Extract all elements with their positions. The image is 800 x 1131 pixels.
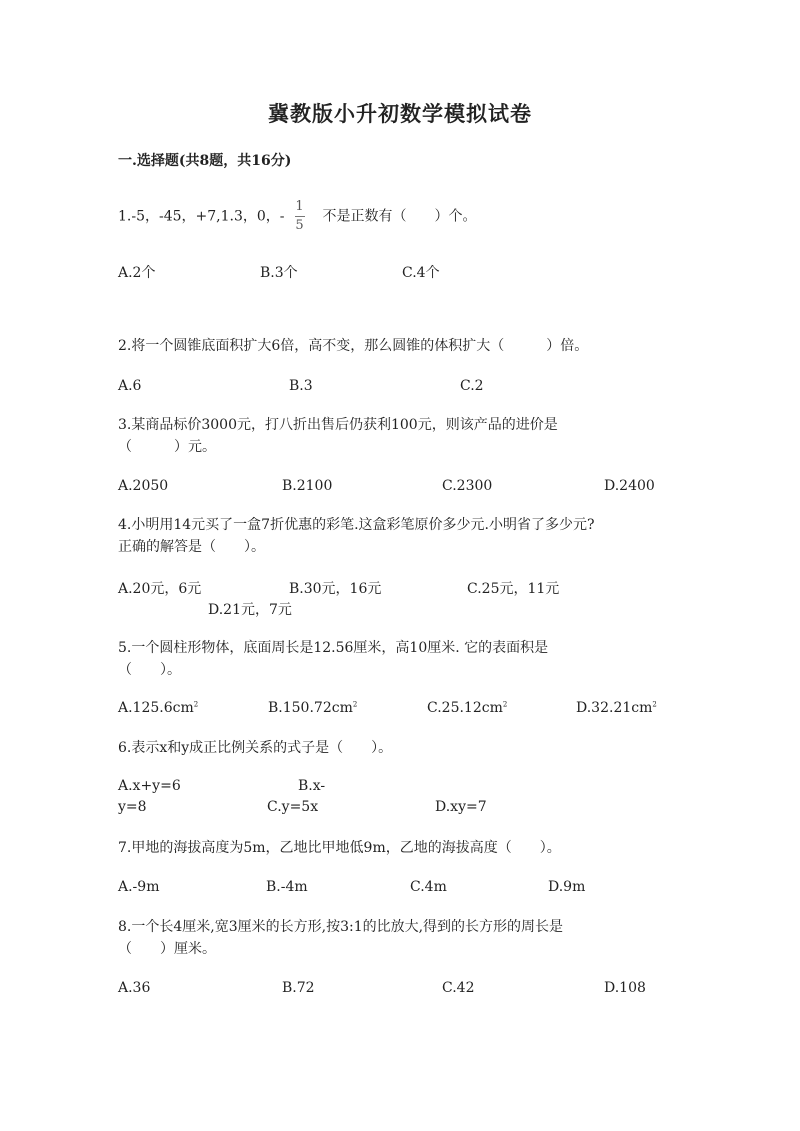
q3-option-d[interactable]: D.2400: [604, 478, 655, 494]
q1-option-c[interactable]: C.4个: [402, 265, 440, 281]
q5-option-b[interactable]: [268, 700, 357, 716]
question-7: 7.甲地的海拔高度为5m，乙地比甲地低9m，乙地的海拔高度（ ）。: [118, 840, 561, 856]
q6-option-c[interactable]: C.y=5x: [267, 799, 319, 815]
q4-option-d[interactable]: D.21元，7元: [208, 602, 292, 618]
q5-option-d-label: D.32.21cm: [576, 700, 653, 716]
superscript: 2: [193, 700, 199, 709]
q8-option-c[interactable]: C.42: [442, 980, 475, 996]
question-5-line-1: 5.一个圆柱形物体，底面周长是12.56厘米，高10厘米. 它的表面积是: [118, 640, 549, 656]
fraction-bar: [295, 216, 305, 217]
q3-option-b[interactable]: B.2100: [282, 478, 333, 494]
question-5-line-2: （ ）。: [118, 662, 181, 678]
q7-option-c[interactable]: C.4m: [410, 879, 447, 895]
q8-option-b[interactable]: B.72: [282, 980, 315, 996]
question-1: [118, 200, 477, 233]
q7-option-d[interactable]: D.9m: [548, 879, 586, 895]
q6-option-d[interactable]: D.xy=7: [435, 799, 487, 815]
question-8-line-2: （ ）厘米。: [118, 941, 216, 957]
q7-option-a[interactable]: A.-9m: [118, 879, 160, 895]
fraction-numerator: 1: [295, 199, 304, 214]
q8-option-a[interactable]: A.36: [118, 980, 151, 996]
question-3-line-1: 3.某商品标价3000元，打八折出售后仍获利100元，则该产品的进价是: [118, 417, 558, 433]
question-4-line-2: 正确的解答是（ ）。: [118, 539, 265, 555]
q3-option-a[interactable]: A.2050: [118, 478, 169, 494]
q4-option-c[interactable]: C.25元，11元: [467, 581, 560, 597]
question-3-line-2: （ ）元。: [118, 439, 216, 455]
q6-option-b[interactable]: B.x-: [298, 778, 326, 794]
question-2: 2.将一个圆锥底面积扩大6倍，高不变，那么圆锥的体积扩大（ ）倍。: [118, 338, 589, 354]
q1-option-b[interactable]: B.3个: [260, 265, 298, 281]
q2-option-a[interactable]: A.6: [118, 378, 142, 394]
superscript: 2: [502, 700, 508, 709]
q5-option-c[interactable]: [427, 700, 507, 716]
q6-option-b-continued[interactable]: y=8: [118, 799, 147, 815]
q4-option-a[interactable]: A.20元，6元: [118, 581, 202, 597]
q2-option-b[interactable]: B.3: [289, 378, 313, 394]
question-8-line-1: 8.一个长4厘米,宽3厘米的长方形,按3:1的比放大,得到的长方形的周长是: [118, 919, 564, 935]
page-title: 冀教版小升初数学模拟试卷: [268, 101, 532, 126]
section-heading: 一.选择题(共8题，共16分): [118, 153, 292, 169]
superscript: 2: [652, 700, 657, 709]
fraction: [295, 200, 305, 233]
q5-option-d[interactable]: [576, 700, 657, 716]
q5-option-b-label: B.150.72cm: [268, 700, 353, 716]
q5-option-a-label: A.125.6cm: [118, 700, 194, 716]
q8-option-d[interactable]: D.108: [604, 980, 646, 996]
q4-option-b[interactable]: B.30元，16元: [289, 581, 382, 597]
fraction-denominator: 5: [295, 218, 304, 233]
q5-option-a[interactable]: [118, 700, 198, 716]
question-1-text-before: 1.-5，-45，+7,1.3，0，-: [118, 208, 285, 225]
q3-option-c[interactable]: C.2300: [442, 478, 493, 494]
q7-option-b[interactable]: B.-4m: [266, 879, 308, 895]
question-4-line-1: 4.小明用14元买了一盒7折优惠的彩笔.这盒彩笔原价多少元.小明省了多少元?: [118, 517, 595, 533]
question-6: 6.表示x和y成正比例关系的式子是（ ）。: [118, 740, 393, 756]
q5-option-c-label: C.25.12cm: [427, 700, 503, 716]
q2-option-c[interactable]: C.2: [460, 378, 484, 394]
q6-option-a[interactable]: A.x+y=6: [118, 778, 181, 794]
superscript: 2: [352, 700, 358, 709]
question-1-text-after: 不是正数有（ ）个。: [322, 208, 477, 225]
q1-option-a[interactable]: A.2个: [118, 265, 156, 281]
